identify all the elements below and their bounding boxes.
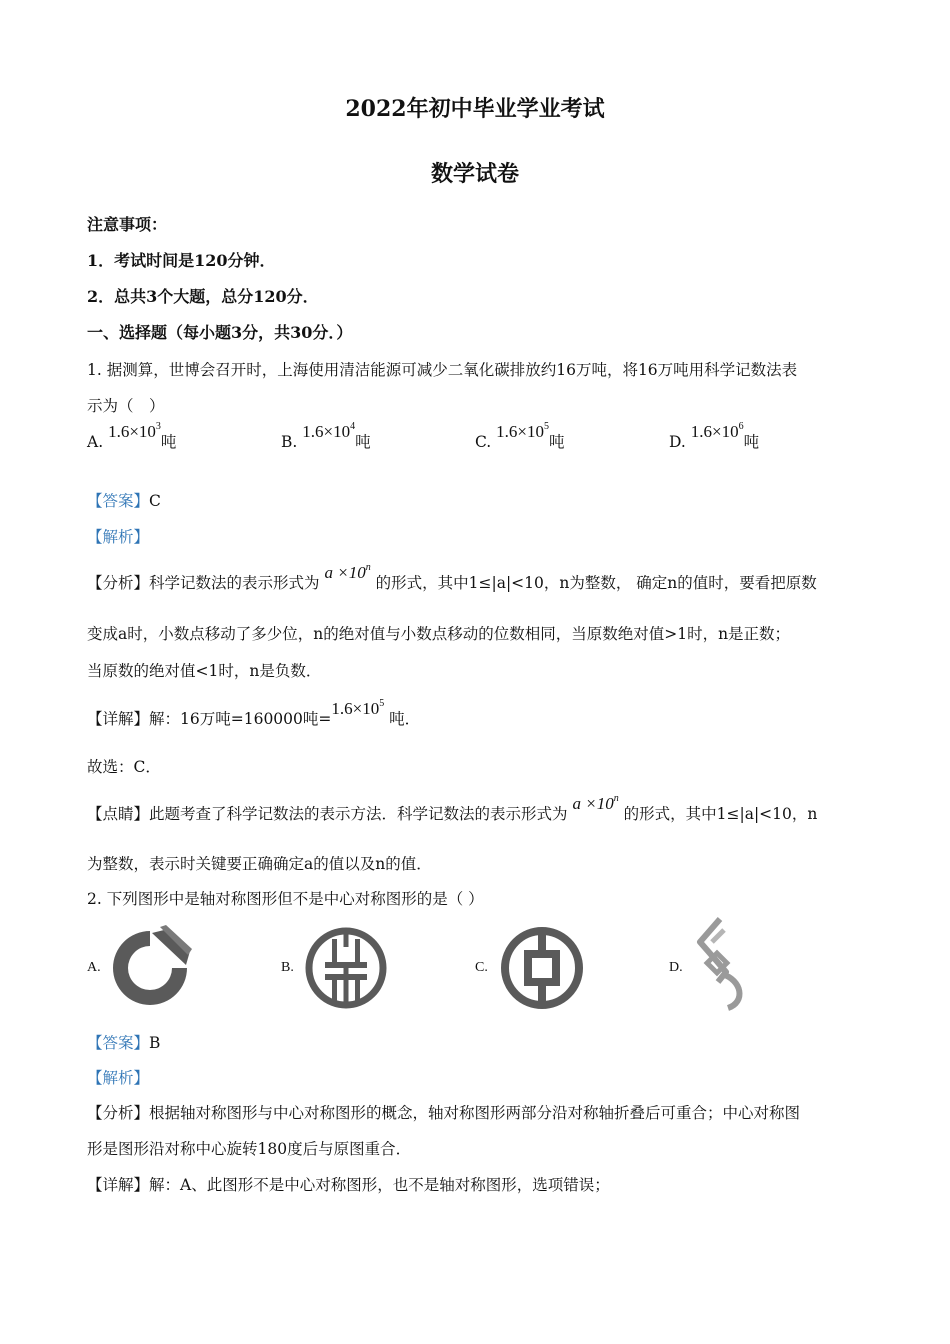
q1-text-line2: 示为（ ）: [87, 397, 165, 415]
notice-item-2: 2．总共3个大题，总分120分．: [87, 287, 319, 306]
answer-tag: 【答案】: [87, 1034, 150, 1052]
option-unit: 吨: [160, 433, 177, 451]
analysis-tag: 【解析】: [87, 1069, 150, 1087]
bank-logo-a-icon: [108, 925, 192, 1011]
q1-answer: [87, 489, 161, 511]
option-label: D.: [669, 433, 686, 451]
q2-option-d-label: D.: [669, 960, 683, 975]
q1-option-b: [281, 421, 371, 452]
option-unit: 吨: [355, 433, 371, 451]
option-unit: 吨: [743, 433, 760, 451]
q1-choose: 故选：C．: [87, 758, 161, 776]
answer-tag: 【答案】: [87, 492, 150, 510]
notice-heading: 注意事项：: [87, 215, 168, 234]
detail-tag: 【详解】: [87, 710, 150, 728]
option-formula: $1.6\times 10^4$: [302, 421, 356, 441]
fenxi-tag: 【分析】: [87, 1104, 150, 1122]
section-heading: 一、选择题（每小题3分，共30分．）: [87, 323, 353, 342]
option-unit: 吨: [549, 433, 565, 451]
detail-formula: $1.6\times 10^5$: [331, 698, 385, 718]
q2-option-c-label: C.: [475, 960, 488, 975]
q2-analysis-tag: [87, 1066, 149, 1088]
q2-fenxi: 【分析】根据轴对称图形与中心对称图形的概念，轴对称图形两部分沿对称轴折叠后可重合；中心对称图: [87, 1104, 801, 1122]
q1-option-a: [87, 421, 177, 452]
q2-fenxi-line2: 形是图形沿对称中心旋转180度后与原图重合．: [87, 1140, 412, 1158]
q2-option-b-label: B.: [281, 960, 294, 975]
q1-option-c: [475, 421, 565, 452]
answer-value: B: [149, 1034, 161, 1052]
page-title: 2022年初中毕业学业考试: [345, 96, 605, 122]
formula-a-times-10-n: $a \times 10^n$: [324, 562, 371, 582]
q1-fenxi-line3: 当原数的绝对值<1时，n是负数．: [87, 662, 322, 680]
analysis-tag: 【解析】: [87, 528, 150, 546]
q2-answer: [87, 1031, 160, 1053]
bank-logo-d-icon: [692, 916, 746, 1012]
bank-logo-c-icon: [498, 924, 586, 1012]
q1-fenxi-line2: 变成a时，小数点移动了多少位，n的绝对值与小数点移动的位数相同，当原数绝对值>1时，n是正数；: [87, 625, 791, 643]
q2-text: 2. 下列图形中是轴对称图形但不是中心对称图形的是（ ）: [87, 890, 484, 908]
q1-analysis-tag: [87, 525, 149, 547]
option-formula: $1.6\times 10^3$: [108, 421, 161, 441]
answer-value: C: [149, 492, 161, 510]
q1-text-line1: 1. 据测算，世博会召开时，上海使用清洁能源可减少二氧化碳排放约16万吨，将16万吨用科学记数法表: [87, 361, 798, 379]
q1-fenxi: 【分析】科学记数法的表示形式为 $a \times 10^n$ 的形式，其中1≤|a|<10，n为整数， 确定n的值时，要看把原数: [87, 562, 817, 592]
q1-comment: 【点睛】此题考查了科学记数法的表示方法．科学记数法的表示形式为 $a \times 10^n$ 的形式，其中1≤|a|<10，n: [87, 793, 818, 823]
page-subtitle: 数学试卷: [430, 161, 519, 187]
formula-a-times-10-n: $a \times 10^n$: [572, 793, 619, 813]
option-label: B.: [281, 433, 298, 451]
option-formula: $1.6\times 10^6$: [690, 421, 744, 441]
q1-option-d: [669, 421, 760, 452]
option-formula: $1.6\times 10^5$: [496, 421, 550, 441]
notice-item-1: 1．考试时间是120分钟．: [87, 251, 276, 270]
comment-tag: 【点睛】: [87, 805, 150, 823]
q2-option-a-label: A.: [87, 960, 101, 975]
option-label: C.: [475, 433, 492, 451]
q1-comment-line2: 为整数，表示时关键要正确确定a的值以及n的值．: [87, 855, 432, 873]
option-label: A.: [87, 433, 104, 451]
fenxi-tag: 【分析】: [87, 574, 150, 592]
bank-logo-b-icon: [303, 925, 389, 1011]
detail-tag: 【详解】: [87, 1176, 150, 1194]
q1-detail: 【详解】解：16万吨=160000吨$=1.6\times 10^5$ 吨．: [87, 698, 421, 728]
q2-detail: 【详解】解：A、此图形不是中心对称图形，也不是轴对称图形，选项错误；: [87, 1176, 610, 1194]
